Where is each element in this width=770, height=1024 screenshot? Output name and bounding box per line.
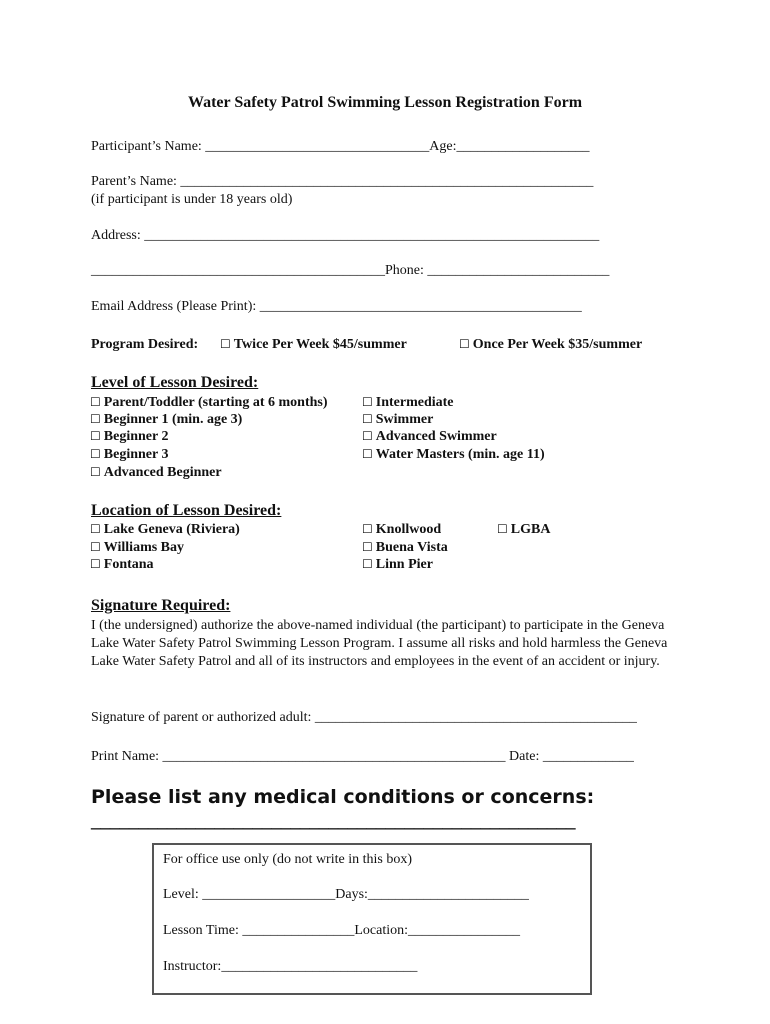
level-option[interactable]: [90, 412, 242, 428]
level-heading: Level of Lesson Desired:: [91, 374, 259, 391]
level-option[interactable]: [362, 395, 454, 411]
location-heading: Location of Lesson Desired:: [91, 502, 282, 519]
location-option-label: Knollwood: [375, 522, 442, 537]
checkbox-icon[interactable]: ☐: [90, 465, 101, 479]
checkbox-icon[interactable]: ☐: [90, 429, 101, 443]
checkbox-icon[interactable]: ☐: [362, 395, 373, 409]
checkbox-icon[interactable]: ☐: [362, 447, 373, 461]
office-title: For office use only (do not write in this box): [163, 852, 412, 867]
checkbox-icon[interactable]: ☐: [90, 540, 101, 554]
program-twice-label: Twice Per Week $45/summer: [233, 337, 407, 352]
program-once-label: Once Per Week $35/summer: [472, 337, 643, 352]
checkbox-icon[interactable]: ☐: [362, 522, 373, 536]
level-option-label: Beginner 1 (min. age 3): [103, 412, 243, 427]
signature-heading: Signature Required:: [91, 597, 231, 614]
location-option-label: Lake Geneva (Riviera): [103, 522, 240, 537]
parent-name-line[interactable]: Parent’s Name: ___________________________________________________________: [91, 174, 594, 189]
office-use-box: [152, 843, 592, 995]
office-time-location: Lesson Time: ________________Location:________________: [163, 923, 520, 938]
checkbox-icon[interactable]: ☐: [459, 337, 470, 351]
address-line[interactable]: Address: _________________________________________________________________: [91, 228, 600, 243]
checkbox-icon[interactable]: ☐: [90, 412, 101, 426]
participant-name-age-line[interactable]: Participant’s Name: ________________________________Age:___________________: [91, 139, 590, 154]
location-option[interactable]: [497, 522, 550, 538]
medical-heading: Please list any medical conditions or concerns:: [91, 786, 595, 808]
location-option[interactable]: [362, 540, 448, 556]
location-option-label: Linn Pier: [375, 557, 433, 572]
level-option-label: Beginner 3: [103, 447, 169, 462]
parent-note: (if participant is under 18 years old): [91, 192, 293, 207]
checkbox-icon[interactable]: ☐: [90, 557, 101, 571]
location-option[interactable]: [90, 540, 184, 556]
location-option-label: Williams Bay: [103, 540, 185, 555]
liability-paragraph: I (the undersigned) authorize the above-named individual (the participant) to participate in the Geneva Lake Water Safety Patrol Swimming Lesson Program. I assume all risks and hold harmless the Geneva Lake Water Safety Patrol and all of its instructors and employees in the event of an accident or injury.: [91, 618, 668, 669]
level-option[interactable]: [362, 429, 497, 445]
level-option[interactable]: [362, 447, 545, 463]
location-option-label: LGBA: [510, 522, 551, 537]
checkbox-icon[interactable]: ☐: [362, 412, 373, 426]
level-option[interactable]: [362, 412, 433, 428]
signature-line[interactable]: Signature of parent or authorized adult: ______________________________________________: [91, 710, 637, 725]
level-option-label: Swimmer: [375, 412, 434, 427]
level-option[interactable]: [90, 395, 328, 411]
level-option-label: Parent/Toddler (starting at 6 months): [103, 395, 328, 410]
program-once-option[interactable]: [459, 337, 642, 353]
checkbox-icon[interactable]: ☐: [220, 337, 231, 351]
level-option[interactable]: [90, 465, 222, 481]
location-option-label: Fontana: [103, 557, 154, 572]
location-option[interactable]: [90, 557, 154, 573]
office-level-days: Level: ___________________Days:_______________________: [163, 887, 529, 902]
email-line[interactable]: Email Address (Please Print): ______________________________________________: [91, 299, 582, 314]
level-option-label: Intermediate: [375, 395, 454, 410]
level-option-label: Water Masters (min. age 11): [375, 447, 545, 462]
location-option-label: Buena Vista: [375, 540, 448, 555]
level-option-label: Advanced Swimmer: [375, 429, 497, 444]
checkbox-icon[interactable]: ☐: [90, 522, 101, 536]
level-option[interactable]: [90, 447, 168, 463]
medical-line[interactable]: ___________________________________________________: [91, 808, 576, 830]
level-option-label: Advanced Beginner: [103, 465, 222, 480]
location-option[interactable]: [90, 522, 240, 538]
program-twice-option[interactable]: [220, 337, 407, 353]
form-title: Water Safety Patrol Swimming Lesson Registration Form: [187, 94, 583, 111]
checkbox-icon[interactable]: ☐: [362, 540, 373, 554]
office-instructor: Instructor:____________________________: [163, 959, 418, 974]
checkbox-icon[interactable]: ☐: [362, 429, 373, 443]
checkbox-icon[interactable]: ☐: [362, 557, 373, 571]
print-name-date-line[interactable]: Print Name: _________________________________________________ Date: _____________: [91, 749, 634, 764]
checkbox-icon[interactable]: ☐: [90, 395, 101, 409]
program-label: Program Desired:: [91, 337, 199, 352]
location-option[interactable]: [362, 557, 433, 573]
address-phone-line[interactable]: __________________________________________Phone: __________________________: [91, 263, 610, 278]
level-option[interactable]: [90, 429, 168, 445]
checkbox-icon[interactable]: ☐: [497, 522, 508, 536]
level-option-label: Beginner 2: [103, 429, 169, 444]
checkbox-icon[interactable]: ☐: [90, 447, 101, 461]
location-option[interactable]: [362, 522, 441, 538]
